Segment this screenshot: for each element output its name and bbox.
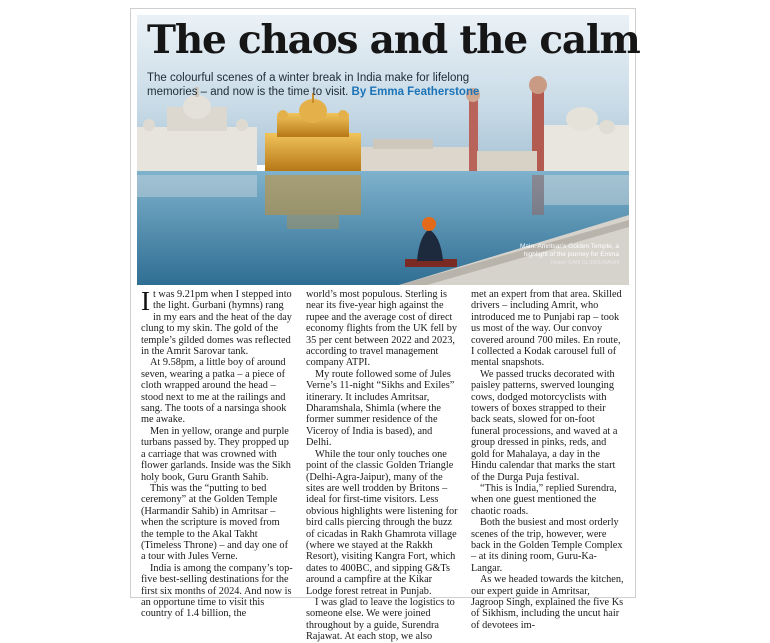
paragraph: My route followed some of Jules Verne’s 11-night “Sikhs and Exiles” itinerary. It includes Amritsar, Dharamshala, Shimla (where the former summer residence of the Viceroy of India is based), and Delhi.	[306, 368, 455, 449]
drop-cap: I	[141, 286, 150, 316]
photo-caption	[519, 243, 619, 267]
paragraph	[141, 286, 294, 358]
paragraph: We passed trucks decorated with paisley patterns, swerved lounging cows, dodged motorcyclists with towers of boxes strapped to their back seats, slowed for on-foot funeral processions, and waved at a group dressed in pinks, reds, and gold for Mahalaya, a day in the Hindu calendar that marks the start of the Durga Puja festival.	[471, 368, 618, 483]
paragraph: This was the “putting to bed ceremony” at the Golden Temple (Harmandir Sahib) in Amritsar – when the scripture is moved from the temple to the Akal Takht (Timeless Throne) – and day one of a tour with Jules Verne.	[141, 482, 288, 563]
newspaper-page	[130, 8, 640, 643]
paragraph: world’s most populous. Sterling is near its five-year high against the rupee and the average cost of direct economy flights from the UK fell by 35 per cent between 2022 and 2023, according to travel management company ATPI.	[306, 289, 457, 369]
paragraph: Men in yellow, orange and purple turbans passed by. They propped up a carriage that was crowned with flower garlands. Inside was the Sikh holy book, Guru Granth Sahib.	[141, 425, 291, 483]
byline: By Emma Featherstone	[351, 86, 480, 98]
standfirst	[147, 71, 487, 99]
paragraph: As we headed towards the kitchen, our expert guide in Amritsar, Jagroop Singh, explained the five Ks of Sikhism, including the uncut hair of devotees im-	[471, 574, 624, 631]
column-1	[141, 286, 294, 620]
column-3	[471, 289, 624, 631]
paragraph: At 9.58pm, a little boy of around seven, wearing a patka – a piece of cloth wrapped around the head – stood next to me at the railings and sang. The toots of a narsinga shook me awake.	[141, 357, 287, 426]
paragraph: Both the busiest and most orderly scenes of the trip, however, were back in the Golden Temple Complex – at its dining room, Guru-Ka-Langar.	[471, 517, 623, 574]
hero-photo	[137, 15, 640, 285]
paragraph: “This is India,” replied Surendra, when one guest mentioned the chaotic roads.	[471, 482, 617, 517]
paragraph: I was glad to leave the logistics to someone else. We were joined throughout by a guide, Surendra Rajawat. At each stop, we also	[306, 596, 455, 643]
paragraph-text: t was 9.21pm when I stepped into the light. Gurbani (hymns) rang in my ears and the heat of the day clung to my skin. The gold of the temple’s gilded domes was reflected in the Amrit Sarovar tank.	[141, 289, 292, 358]
paragraph: India is among the company’s top-five best-selling destinations for the first six months of 2024. And now is an opportune time to visit this country of 1.4 billion, the	[141, 562, 293, 620]
caption-text: Main: Amritsar’s Golden Temple, a highlight of the journey for Emma	[520, 243, 619, 258]
paragraph: While the tour only touches one point of the classic Golden Triangle (Delhi-Agra-Jaipur), many of the sites are well trodden by Britons – ideal for first-time visitors. Less obvious highlights were listening for bird calls piercing through the buzz of cicadas in Rakh Ghamrota village (where we stayed at the Rakkh Resort), visiting Kangra Fort, which dates to 400BC, and sipping G&Ts around a campfire at the Kikar Lodge forest retreat in Punjab.	[306, 448, 458, 597]
paragraph: met an expert from that area. Skilled drivers – including Amrit, who introduced me to Punjabi rap – took us most of the way. Our convoy covered around 700 miles. En route, I collected a Kodak carousel full of mental snapshots.	[471, 289, 622, 369]
standfirst-text: The colourful scenes of a winter break in India make for lifelong memories – and now is the time to visit.	[147, 72, 470, 98]
headline: The chaos and the calm	[147, 17, 640, 63]
article-body	[141, 286, 625, 643]
column-2	[306, 289, 459, 643]
photo-credit: (Inset) DAN GLINDEMANN	[550, 260, 619, 266]
